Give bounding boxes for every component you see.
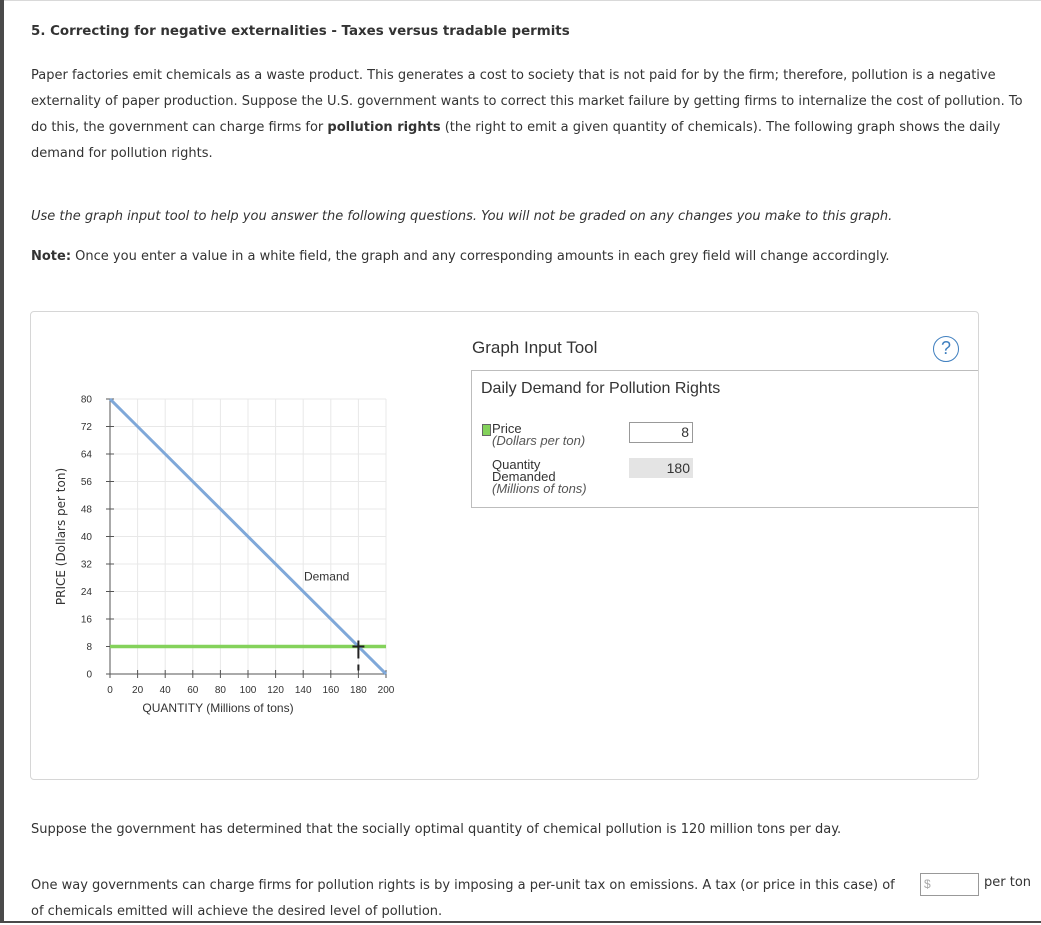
y-tick-label: 40 bbox=[80, 532, 92, 543]
price-label-group bbox=[492, 423, 585, 447]
graph-input-tool-title: Graph Input Tool bbox=[472, 338, 598, 357]
y-tick-label: 8 bbox=[86, 642, 92, 653]
quantity-label-1: Quantity bbox=[492, 457, 541, 472]
x-tick-label: 80 bbox=[214, 685, 226, 696]
x-tick-label: 160 bbox=[322, 685, 340, 696]
instruction-text: Use the graph input tool to help you answer the following questions. You will not be graded on any changes you make to this graph. bbox=[31, 209, 893, 224]
x-tick-label: 100 bbox=[239, 685, 257, 696]
note-label: Note: bbox=[31, 249, 72, 264]
x-tick-label: 120 bbox=[267, 685, 284, 696]
graph-input-tool-box bbox=[471, 370, 978, 508]
intro-bold-term: pollution rights bbox=[327, 120, 441, 135]
y-tick-label: 48 bbox=[80, 504, 92, 516]
price-input[interactable]: 8 bbox=[629, 422, 693, 443]
x-tick-label: 180 bbox=[350, 685, 367, 696]
demand-curve-label: Demand bbox=[303, 569, 350, 584]
y-tick-label: 80 bbox=[80, 394, 92, 406]
price-label: Price bbox=[492, 421, 522, 436]
intro-text-2: (the right to emit a given quantity of chemicals). The following graph shows the daily demand for pollution rights. bbox=[31, 120, 1001, 161]
question-2-after: of chemicals emitted will achieve the desired level of pollution. bbox=[31, 904, 443, 919]
y-tick-label: 72 bbox=[80, 422, 92, 433]
question-heading: 5. Correcting for negative externalities - Taxes versus tradable permits bbox=[31, 24, 570, 39]
question-1-text: Suppose the government has determined that the socially optimal quantity of chemical pollution is 120 million tons per day. bbox=[31, 822, 842, 837]
y-tick-label: 0 bbox=[86, 669, 92, 681]
y-tick-label: 56 bbox=[80, 477, 92, 488]
price-unit-label: (Dollars per ton) bbox=[492, 433, 586, 448]
tax-amount-input[interactable]: $ bbox=[920, 873, 979, 896]
demand-chart[interactable] bbox=[31, 312, 451, 732]
x-tick-label: 60 bbox=[187, 685, 199, 696]
graph-panel bbox=[30, 311, 979, 780]
y-tick-label: 24 bbox=[80, 587, 92, 598]
quantity-label-group bbox=[492, 459, 587, 495]
window-left-border bbox=[0, 0, 4, 923]
x-tick-label: 0 bbox=[107, 685, 113, 696]
note-body: Once you enter a value in a white field, the graph and any corresponding amounts in each grey field will change accordingly. bbox=[71, 249, 890, 264]
x-tick-label: 20 bbox=[132, 685, 144, 696]
x-tick-label: 140 bbox=[294, 685, 312, 696]
y-tick-label: 32 bbox=[80, 559, 92, 571]
y-axis-label: PRICE (Dollars per ton) bbox=[54, 467, 68, 606]
quantity-demanded-value: 180 bbox=[629, 458, 693, 478]
intro-paragraph bbox=[31, 63, 1031, 167]
question-2-text bbox=[31, 873, 1036, 925]
per-ton-label: per ton bbox=[984, 875, 1032, 890]
y-tick-label: 16 bbox=[80, 614, 92, 626]
x-axis-label: QUANTITY (Millions of tons) bbox=[142, 701, 294, 715]
quantity-label-2: Demanded bbox=[492, 469, 556, 484]
note-text bbox=[31, 249, 890, 264]
window-top-border bbox=[4, 0, 1041, 1]
quantity-unit-label: (Millions of tons) bbox=[492, 481, 587, 496]
question-2-before: One way governments can charge firms for pollution rights is by imposing a per-unit tax on emissions. A tax (or price in this case) of bbox=[31, 878, 895, 893]
intro-text-1: Paper factories emit chemicals as a waste product. This generates a cost to society that is not paid for by the firm; therefore, pollution is a negative externality of paper production. Suppose the U.S. government wants to correct this market failure by getting firms to internalize the cost of pollution. To do this, the government can charge firms for bbox=[31, 68, 1023, 135]
tool-subtitle: Daily Demand for Pollution Rights bbox=[481, 380, 721, 397]
x-tick-label: 40 bbox=[159, 685, 171, 696]
help-icon[interactable]: ? bbox=[933, 336, 959, 362]
x-tick-label: 200 bbox=[377, 685, 395, 696]
y-tick-label: 64 bbox=[80, 449, 92, 461]
price-color-swatch bbox=[482, 424, 491, 436]
